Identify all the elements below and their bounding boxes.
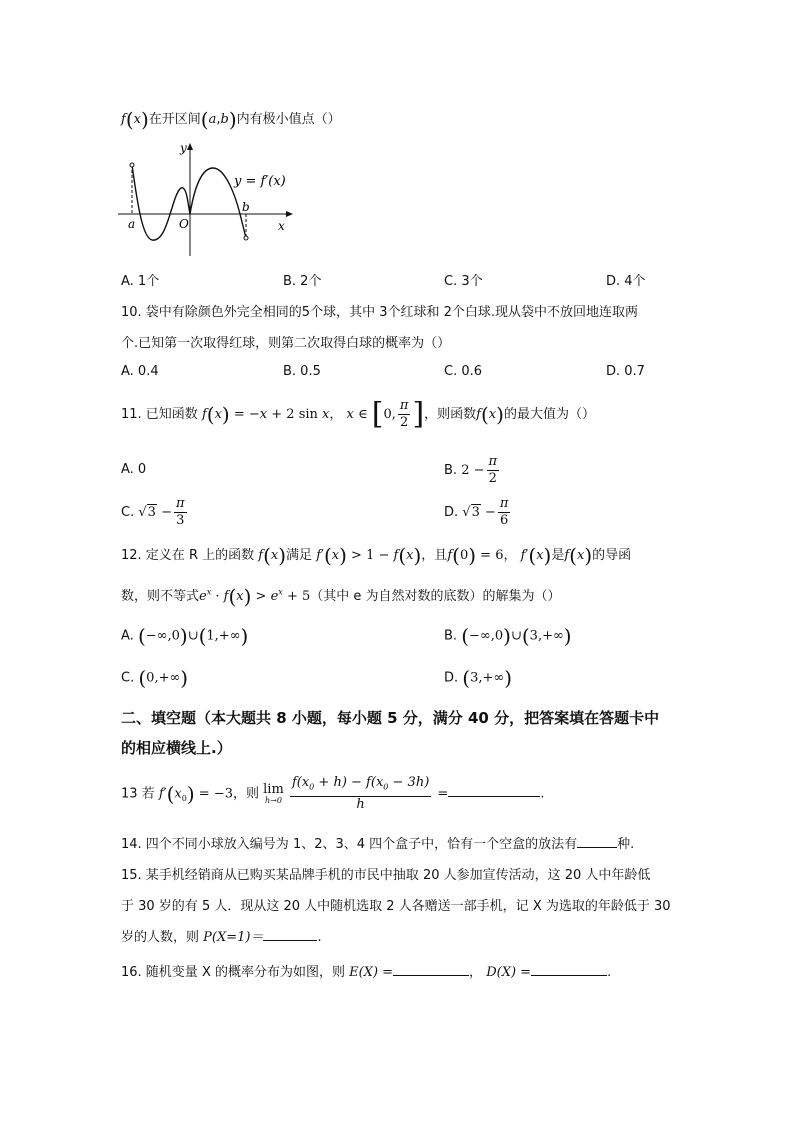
q11-option-c: C. √3 − $\frac{\pi}{3}$ xyxy=(121,496,185,528)
q12-line1: 12. 定义在 R 上的函数 f(x)满足 f′(x) > 1 − f(x)，且f(0) = 6， f′(x)是f(x)的导函 xyxy=(121,543,632,568)
q11-option-a: A. 0 xyxy=(121,462,147,477)
q10-option-c: C. 0.6 xyxy=(444,364,483,379)
x-axis-label: x xyxy=(278,219,285,233)
q15-line1: 15. 某手机经销商从已购买某品牌手机的市民中抽取 20 人参加宣传活动，这 20 人中年龄低 xyxy=(121,868,651,883)
q9-stem: f(x)在开区间(a,b)内有极小值点（） xyxy=(121,107,341,132)
origin-label: O xyxy=(179,217,189,231)
q14-answer-blank[interactable] xyxy=(577,835,617,848)
q10-option-a: A. 0.4 xyxy=(121,364,159,379)
q9-option-c: C. 3个 xyxy=(444,274,483,289)
q12-line2: 数，则不等式$e^x \cdot f(x) > e^x + 5$（其中 e 为自然对数的底数）的解集为（） xyxy=(121,584,561,609)
q13-stem: 13 若 $f'(x_0) = -3$，则 lim h→0 $\frac{f(x_0 + h) - f(x_0 - 3h)}{h}$ = . xyxy=(121,775,545,812)
q12-option-d: D. (3,+∞) xyxy=(444,666,513,690)
q11-option-d: D. √3 − $\frac{\pi}{6}$ xyxy=(444,496,509,528)
q10-line1: 10. 袋中有除颜色外完全相同的5个球，其中 3个红球和 2个白球.现从袋中不放回地连取两 xyxy=(121,305,639,320)
q10-option-d: D. 0.7 xyxy=(606,364,645,379)
derivative-curve xyxy=(132,165,246,240)
q12-option-b: B. (−∞,0)∪(3,+∞) xyxy=(444,624,572,648)
q15-answer-blank[interactable] xyxy=(263,928,317,941)
curve-label: y = f′(x) xyxy=(234,174,286,189)
q16-ex-blank[interactable] xyxy=(393,963,469,976)
q9-option-b: B. 2个 xyxy=(283,274,322,289)
q15-line3: 岁的人数，则 P(X=1)＝ . xyxy=(121,930,322,945)
q9-option-d: D. 4个 xyxy=(606,274,646,289)
q11-stem: 11. 已知函数 f(x) = −x + 2 sin x， x ∈ [0, $\frac{\pi}{2}$ ]，则函数f(x)的最大值为（） xyxy=(121,396,595,432)
a-label: a xyxy=(128,217,136,231)
q10-option-b: B. 0.5 xyxy=(283,364,321,379)
q15-line2: 于 30 岁的有 5 人．现从这 20 人中随机选取 2 人各赠送一部手机，记 X 为选取的年龄低于 30 xyxy=(121,899,671,914)
q13-answer-blank[interactable] xyxy=(448,784,540,797)
q16-stem: 16. 随机变量 X 的概率分布为如图，则 E(X) = ， D(X) = . xyxy=(121,965,612,980)
section-heading-line1: 二、填空题（本大题共 8 小题，每小题 5 分，满分 40 分，把答案填在答题卡中 xyxy=(121,709,660,727)
q16-dx-blank[interactable] xyxy=(531,963,607,976)
q12-option-c: C. (0,+∞) xyxy=(121,666,189,690)
derivative-graph xyxy=(110,138,300,263)
y-axis-label: y xyxy=(180,141,187,155)
b-label: b xyxy=(242,200,250,214)
section-heading-line2: 的相应横线上.） xyxy=(121,739,232,757)
q14-stem: 14. 四个不同小球放入编号为 1、2、3、4 四个盒子中，恰有一个空盒的放法有 种. xyxy=(121,837,635,852)
y-axis-arrow xyxy=(187,143,193,150)
q12-option-a: A. (−∞,0)∪(1,+∞) xyxy=(121,624,249,648)
q10-line2: 个.已知第一次取得红球，则第二次取得白球的概率为（） xyxy=(121,336,451,351)
x-axis-arrow xyxy=(286,211,293,217)
left-endpoint xyxy=(130,163,134,167)
q11-option-b: B. 2 − $\frac{\pi}{2}$ xyxy=(444,454,498,486)
q9-option-a: A. 1个 xyxy=(121,274,160,289)
right-endpoint xyxy=(244,236,248,240)
